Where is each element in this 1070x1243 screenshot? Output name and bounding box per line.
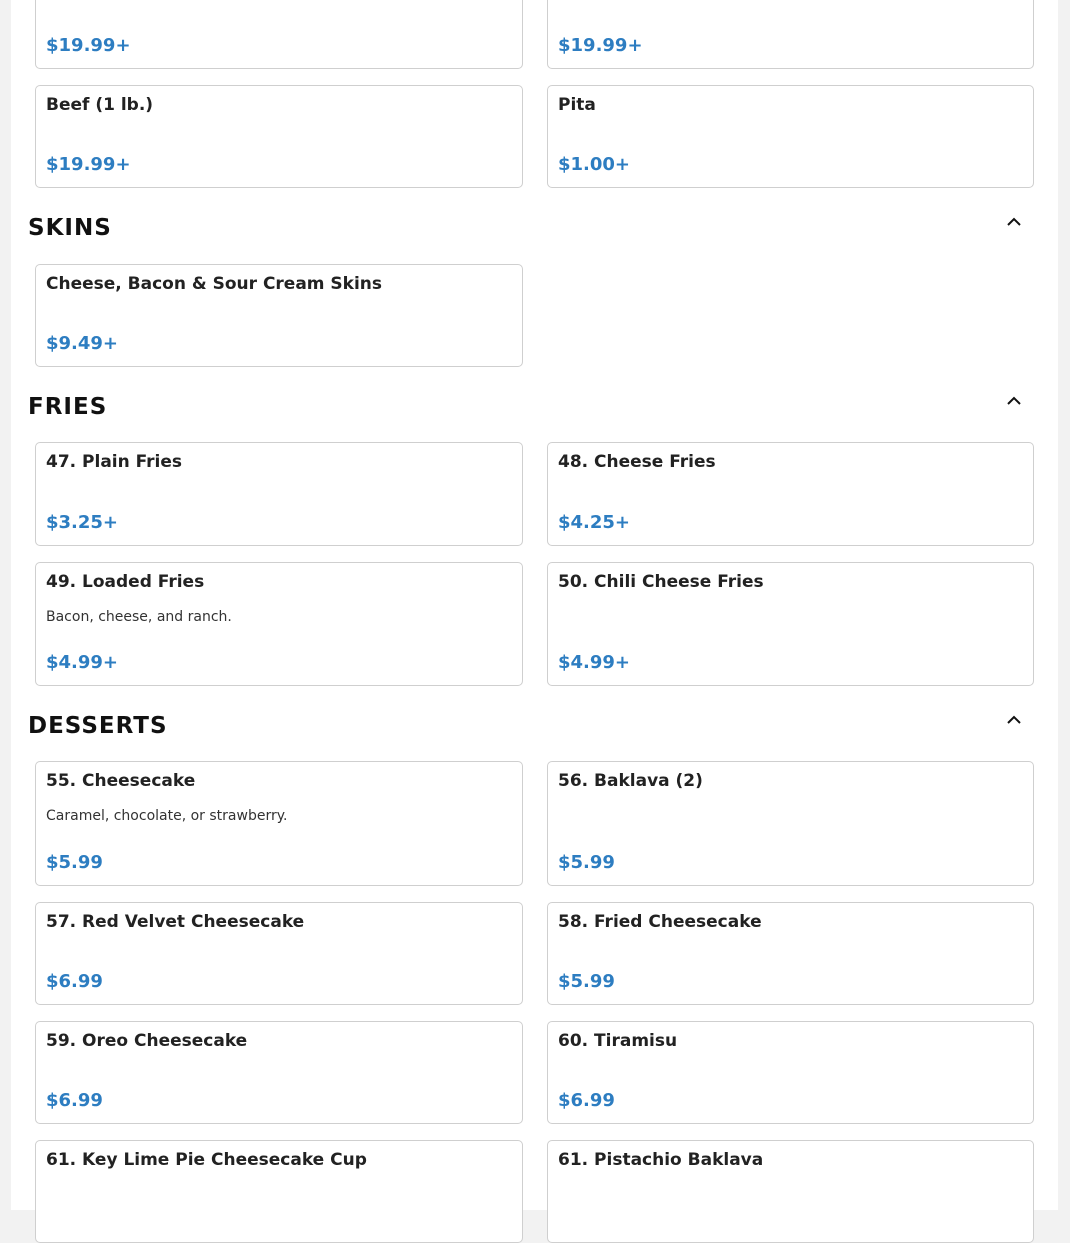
menu-item-card[interactable]: [35, 85, 523, 188]
item-price: $9.49+: [46, 333, 119, 354]
item-name: 57. Red Velvet Cheesecake: [46, 912, 305, 932]
item-name: 48. Cheese Fries: [558, 452, 716, 472]
item-name: 61. Pistachio Baklava: [558, 1150, 764, 1170]
section-title-skins: SKINS: [28, 215, 112, 241]
menu-item-card[interactable]: [547, 902, 1034, 1005]
item-name: 47. Plain Fries: [46, 452, 183, 472]
item-price: $5.99: [558, 852, 615, 873]
menu-item-card[interactable]: [547, 85, 1034, 188]
item-price: $19.99+: [46, 35, 131, 56]
item-name: 56. Baklava (2): [558, 771, 703, 791]
item-name: 50. Chili Cheese Fries: [558, 572, 764, 592]
chevron-up-icon[interactable]: [1006, 216, 1022, 228]
chevron-up-icon[interactable]: [1006, 714, 1022, 726]
item-price: $6.99: [558, 1090, 615, 1111]
item-name: 60. Tiramisu: [558, 1031, 678, 1051]
item-name: Cheese, Bacon & Sour Cream Skins: [46, 274, 383, 294]
item-description: Caramel, chocolate, or strawberry.: [46, 808, 288, 824]
menu-item-card[interactable]: [547, 1021, 1034, 1124]
item-price: $6.99: [46, 971, 103, 992]
section-title-fries: FRIES: [28, 394, 108, 420]
menu-item-card[interactable]: [35, 1021, 523, 1124]
menu-item-card[interactable]: [547, 1140, 1034, 1243]
item-price: $19.99+: [558, 35, 643, 56]
item-description: Bacon, cheese, and ranch.: [46, 609, 232, 625]
menu-item-card[interactable]: [35, 264, 523, 367]
menu-item-card[interactable]: [547, 562, 1034, 686]
section-title-desserts: DESSERTS: [28, 713, 168, 739]
item-name: Pita: [558, 95, 596, 115]
menu-item-card[interactable]: [35, 0, 523, 69]
item-name: 55. Cheesecake: [46, 771, 196, 791]
item-price: $3.25+: [46, 512, 119, 533]
item-price: $19.99+: [46, 154, 131, 175]
menu-item-card[interactable]: [35, 442, 523, 546]
item-price: $5.99: [558, 971, 615, 992]
item-name: 49. Loaded Fries: [46, 572, 205, 592]
item-price: $4.99+: [46, 652, 119, 673]
item-name: 58. Fried Cheesecake: [558, 912, 762, 932]
item-price: $6.99: [46, 1090, 103, 1111]
chevron-up-icon[interactable]: [1006, 395, 1022, 407]
item-price: $4.25+: [558, 512, 631, 533]
menu-item-card[interactable]: [35, 902, 523, 1005]
item-price: $4.99+: [558, 652, 631, 673]
menu-item-card[interactable]: [547, 0, 1034, 69]
menu-item-card[interactable]: [547, 442, 1034, 546]
item-price: $1.00+: [558, 154, 631, 175]
item-name: 61. Key Lime Pie Cheesecake Cup: [46, 1150, 367, 1170]
item-price: $5.99: [46, 852, 103, 873]
menu-item-card[interactable]: [547, 761, 1034, 886]
menu-item-card[interactable]: [35, 761, 523, 886]
menu-item-card[interactable]: [35, 562, 523, 686]
item-name: 59. Oreo Cheesecake: [46, 1031, 248, 1051]
item-name: Beef (1 lb.): [46, 95, 154, 115]
menu-item-card[interactable]: [35, 1140, 523, 1243]
